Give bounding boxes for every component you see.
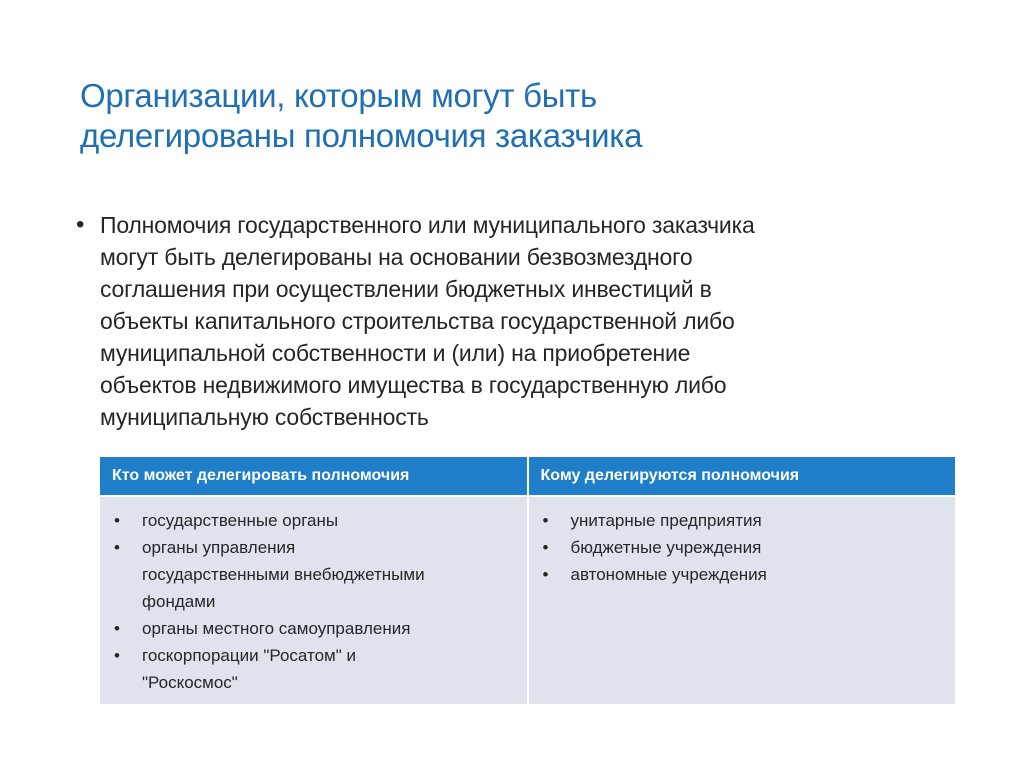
cell-who-delegates xyxy=(100,496,528,704)
list-item-line: • государственные органы xyxy=(142,511,339,530)
table-header-row xyxy=(100,457,955,496)
text-line: муниципальной собственности и (или) на приобретение xyxy=(100,340,691,366)
list-who-delegates xyxy=(108,507,519,696)
main-bullet-paragraph xyxy=(76,209,956,433)
list-item-line: • автономные учреждения xyxy=(570,565,767,584)
list-item-line: "Роскосмос" xyxy=(142,673,238,692)
list-item xyxy=(108,507,519,534)
list-item xyxy=(537,507,948,534)
table-row xyxy=(100,496,955,704)
main-bullet-text xyxy=(100,209,956,433)
slide-title-line: Организации, которым могут быть xyxy=(80,77,597,114)
list-item xyxy=(537,561,948,588)
delegation-table xyxy=(100,457,955,704)
list-item xyxy=(108,534,519,615)
header-to-whom-delegated: Кому делегируются полномочия xyxy=(528,457,956,496)
list-item-line: государственными внебюджетными xyxy=(142,565,425,584)
list-item xyxy=(108,642,519,696)
list-item-line: • бюджетные учреждения xyxy=(570,538,762,557)
text-line: могут быть делегированы на основании безвозмездного xyxy=(100,244,693,270)
list-item xyxy=(537,534,948,561)
list-item-line: фондами xyxy=(142,592,216,611)
list-item-line: • органы местного самоуправления xyxy=(142,619,411,638)
text-line: соглашения при осуществлении бюджетных инвестиций в xyxy=(100,276,712,302)
slide-title xyxy=(80,76,960,156)
text-line: Полномочия государственного или муниципального заказчика xyxy=(100,212,755,238)
bullet-dot-icon: • xyxy=(76,211,85,238)
cell-to-whom-delegated xyxy=(528,496,956,704)
list-item xyxy=(108,615,519,642)
header-who-delegates: Кто может делегировать полномочия xyxy=(100,457,528,496)
slide-title-line: делегированы полномочия заказчика xyxy=(80,117,643,154)
text-line: муниципальную собственность xyxy=(100,404,429,430)
text-line: объекты капитального строительства государственной либо xyxy=(100,308,735,334)
list-item-line: • унитарные предприятия xyxy=(570,511,762,530)
text-line: объектов недвижимого имущества в государственную либо xyxy=(100,372,727,398)
list-item-line: • госкорпорации "Росатом" и xyxy=(142,646,356,665)
list-item-line: • органы управления xyxy=(142,538,296,557)
list-to-whom-delegated xyxy=(537,507,948,588)
